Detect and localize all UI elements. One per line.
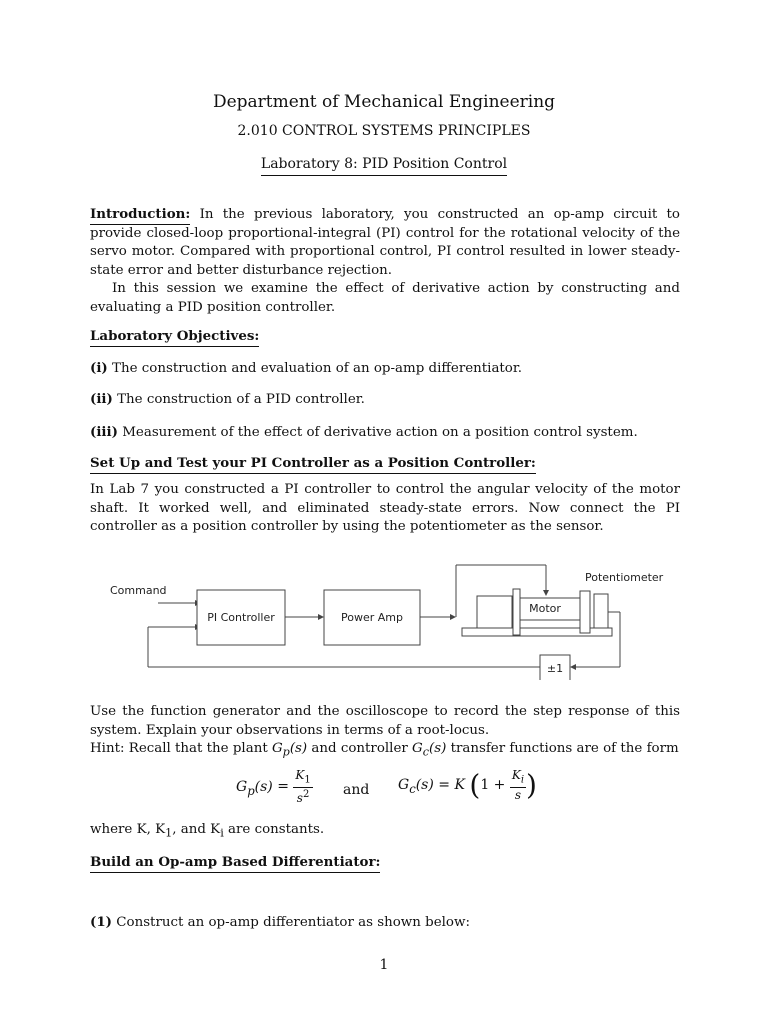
department-title: Department of Mechanical Engineering: [212, 92, 556, 112]
objective-item: (iii) Measurement of the effect of derivative action on a position control system.: [90, 424, 638, 440]
block-diagram: [100, 560, 670, 680]
pi-controller-label: PI Controller: [207, 611, 275, 624]
power-amp-label: Power Amp: [341, 611, 403, 624]
equation-and: and: [343, 782, 370, 798]
intro-paragraph-2: In this session we examine the effect of derivative action by constructing and evaluating a PID position controller.: [90, 281, 680, 315]
page-number: 1: [379, 957, 389, 973]
intro-heading: Introduction:: [90, 206, 190, 225]
constants-line: where K, $K_1$, and $K_i$ are constants.: [90, 822, 325, 840]
setup-paragraph: In Lab 7 you constructed a PI controller to control the angular velocity of the motor shaft. It worked well, and eliminated steady-state errors. Now connect the PI controller as a position controller by using the potentiometer as the sensor.: [90, 482, 680, 534]
differentiator-heading: Build an Op-amp Based Differentiator:: [90, 853, 680, 872]
command-label: Command: [110, 584, 167, 597]
objective-item: (ii) The construction of a PID controller.: [90, 391, 365, 407]
intro-paragraph: [90, 205, 680, 280]
potentiometer-label: Potentiometer: [585, 571, 664, 584]
intro-text: In the previous laboratory, you constructed an op-amp circuit to provide closed-loop proportional-integral (PI) control for the rotational velocity of the servo motor. Compared with proportional control, PI control resulted in lower steady-state error and better disturbance rejection.: [90, 207, 680, 278]
setup-paragraph-2: Use the function generator and the oscilloscope to record the step response of this system. Explain your observations in terms of a root-locus.: [90, 704, 680, 738]
setup-heading: Set Up and Test your PI Controller as a Position Controller:: [90, 454, 680, 473]
objectives-heading: Laboratory Objectives:: [90, 327, 680, 346]
course-title: 2.010 CONTROL SYSTEMS PRINCIPLES: [237, 123, 531, 139]
objective-item: (i) The construction and evaluation of an op-amp differentiator.: [90, 360, 523, 376]
controller-equation: $G_c(s) = K$ (1 + $\frac{K_i}{s}$ ): [398, 768, 537, 803]
lab-title: Laboratory 8: PID Position Control: [0, 156, 768, 172]
gain-label: ±1: [546, 662, 564, 675]
motor-label: Motor: [529, 602, 561, 615]
plant-equation: $G_p(s)$ = $\frac{K_1}{s^2}$: [236, 768, 311, 806]
hint-line: Hint: Recall that the plant $G_p(s)$ and controller $G_c(s)$ transfer functions are of the form: [90, 741, 679, 759]
step-item: (1) Construct an op-amp differentiator as shown below:: [90, 914, 470, 930]
